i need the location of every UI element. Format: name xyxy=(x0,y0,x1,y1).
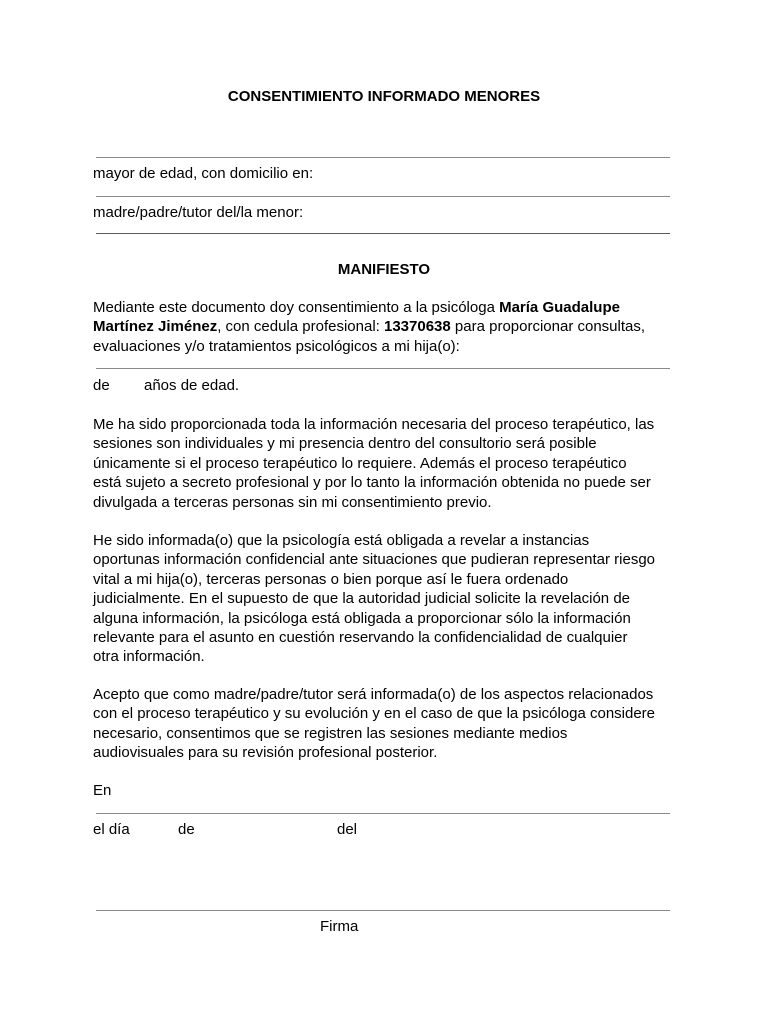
paragraph-line: únicamente si el proceso terapéutico lo requiere. Además el proceso terapéutico xyxy=(93,454,627,472)
age-years-label: años de edad. xyxy=(144,377,240,394)
intro-paragraph xyxy=(93,298,683,356)
place-blank-line[interactable] xyxy=(96,813,670,814)
tutor-blank-line[interactable] xyxy=(96,233,670,234)
paragraph-line: vital a mi hija(o), terceras personas o bien porque así le fuera ordenado xyxy=(93,570,569,588)
tutor-label: madre/padre/tutor del/la menor: xyxy=(93,204,304,221)
intro-line-3: evaluaciones y/o tratamientos psicológicos a mi hija(o): xyxy=(93,337,460,355)
paragraph-line: está sujeto a secreto profesional y por lo tanto la información obtenida no puede ser xyxy=(93,474,651,492)
paragraph-line: sesiones son individuales y mi presencia dentro del consultorio será posible xyxy=(93,435,597,453)
signature-label: Firma xyxy=(320,918,359,935)
psychologist-name-first: María Guadalupe xyxy=(499,299,620,316)
paragraph-line: alguna información, la psicóloga está obligada a proporcionar sólo la información xyxy=(93,609,631,627)
paragraph-line: oportunas información confidencial ante situaciones que pudieran representar riesgo xyxy=(93,551,656,569)
name-blank-line[interactable] xyxy=(96,157,670,158)
paragraph-line: con el proceso terapéutico y su evolución y en el caso de que la psicóloga considere xyxy=(93,705,656,723)
intro-text: Mediante este documento doy consentimiento a la psicóloga xyxy=(93,299,500,316)
age-de-label: de xyxy=(93,377,110,394)
intro-line-1 xyxy=(93,298,683,317)
paragraph-line: Me ha sido proporcionada toda la información necesaria del proceso terapéutico, las xyxy=(93,416,655,433)
child-name-blank-line[interactable] xyxy=(96,368,670,369)
section-title-manifiesto: MANIFIESTO xyxy=(337,261,431,278)
paragraph-line: Acepto que como madre/padre/tutor será informada(o) de los aspectos relacionados xyxy=(93,686,654,703)
document-title: CONSENTIMIENTO INFORMADO MENORES xyxy=(227,88,541,105)
paragraph-line: judicialmente. En el supuesto de que la autoridad judicial solicite la revelación de xyxy=(93,590,630,608)
paragraph-line: He sido informada(o) que la psicología está obligada a revelar a instancias xyxy=(93,532,590,549)
paragraph-line: divulgada a terceras personas sin mi consentimiento previo. xyxy=(93,493,492,511)
place-label: En xyxy=(93,782,112,799)
paragraph-line: relevante para el asunto en cuestión reservando la confidencialidad de cualquier xyxy=(93,629,628,647)
cedula-number: 13370638 xyxy=(384,318,451,336)
confidentiality-paragraph xyxy=(93,531,683,667)
info-paragraph xyxy=(93,415,683,512)
paragraph-line: otra información. xyxy=(93,648,205,666)
date-day-label: el día xyxy=(93,821,130,838)
paragraph-line: necesario, consentimos que se registren las sesiones mediante medios xyxy=(93,724,568,742)
domicilio-blank-line[interactable] xyxy=(96,196,670,197)
date-year-label: del xyxy=(337,821,358,838)
intro-line-2 xyxy=(93,317,683,336)
domicilio-label: mayor de edad, con domicilio en: xyxy=(93,165,314,182)
date-month-label: de xyxy=(178,821,195,838)
acceptance-paragraph xyxy=(93,685,683,763)
paragraph-line: audiovisuales para su revisión profesional posterior. xyxy=(93,744,438,762)
signature-blank-line[interactable] xyxy=(96,910,670,911)
intro-text-continued: para proporcionar consultas, xyxy=(450,318,646,336)
psychologist-name-last: Martínez Jiménez xyxy=(93,318,218,336)
intro-cedula-label: , con cedula profesional: xyxy=(217,318,384,336)
